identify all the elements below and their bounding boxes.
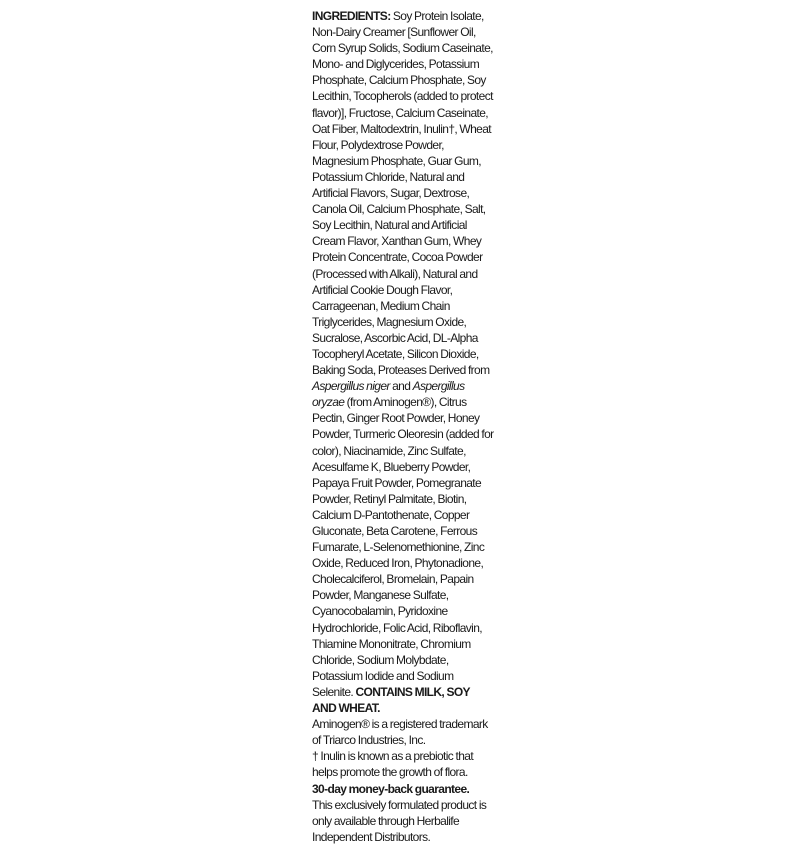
inulin-note: † Inulin is known as a prebiotic that helps promote the growth of flora. [312,749,474,780]
ingredient-aspergillus-oryzae: Aspergillus oryzae [312,379,465,410]
ingredients-conjunction: and [389,379,413,394]
ingredients-panel [312,8,494,845]
guarantee-statement: 30-day money-back guarantee. [312,781,470,796]
ingredients-list-part-1: Soy Protein Isolate, Non-Dairy Creamer [Sunflower Oil, Corn Syrup Solids, Sodium Caseinate, Mono- and Diglycerides, Potassium Phosphate, Calcium Phosphate, Soy Lecithin, Tocopherols (added to protect flavor)], Fructose, Calcium Caseinate, Oat Fiber, Maltodextrin, Inulin†, Wheat Flour, Polydextrose Powder, Magnesium Phosphate, Guar Gum, Potassium Chloride, Natural and Artificial Flavors, Sugar, Dextrose, Canola Oil, Calcium Phosphate, Salt, Soy Lecithin, Natural and Artificial Cream Flavor, Xanthan Gum, Whey Protein Concentrate, Cocoa Powder (Processed with Alkali), Natural and Artificial Cookie Dough Flavor, Carrageenan, Medium Chain Triglycerides, Magnesium Oxide, Sucralose, Ascorbic Acid, DL-Alpha Tocopheryl Acetate, Silicon Dioxide, Baking Soda, Proteases Derived from [312,9,493,378]
allergen-statement: CONTAINS MILK, SOY AND WHEAT. [312,684,470,716]
trademark-note: Aminogen® is a registered trademark of Triarco Industries, Inc. [312,717,488,748]
ingredients-paragraph [312,8,494,716]
ingredient-aspergillus-niger: Aspergillus niger [312,379,390,394]
distribution-note: This exclusively formulated product is only available through Herbalife Independent Distributors. [312,797,487,844]
ingredients-heading: INGREDIENTS: [312,9,391,23]
ingredients-list-part-2: (from Aminogen®), Citrus Pectin, Ginger Root Powder, Honey Powder, Turmeric Oleoresin (added for color), Niacinamide, Zinc Sulfate, Acesulfame K, Blueberry Powder, Papaya Fruit Powder, Pomegranate Powder, Retinyl Palmitate, Biotin, Calcium D-Pantothenate, Copper Gluconate, Beta Carotene, Ferrous Fumarate, L-Selenomethionine, Zinc Oxide, Reduced Iron, Phytonadione, Cholecalciferol, Bromelain, Papain Powder, Manganese Sulfate, Cyanocobalamin, Pyridoxine Hydrochloride, Folic Acid, Riboflavin, Thiamine Mononitrate, Chromium Chloride, Sodium Molybdate, Potassium Iodide and Sodium Selenite. [312,395,494,699]
